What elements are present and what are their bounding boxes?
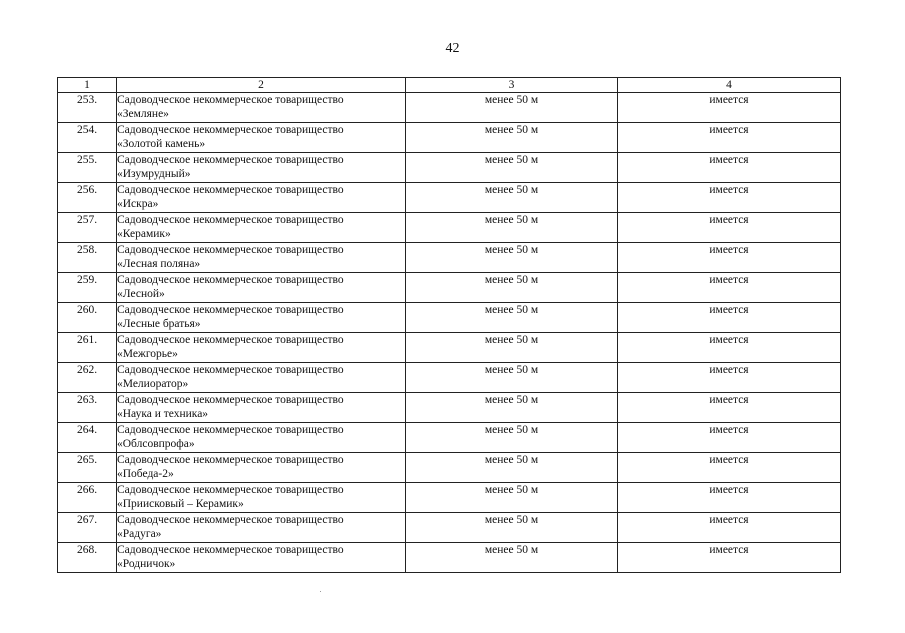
availability-status: имеется [618, 303, 841, 333]
organization-name [117, 363, 406, 393]
organization-title: «Облсовпрофа» [117, 438, 195, 450]
table-body [58, 93, 841, 573]
table-row [58, 453, 841, 483]
table-row [58, 393, 841, 423]
organization-name [117, 303, 406, 333]
organization-type: Садоводческое некоммерческое товарищество [117, 184, 344, 196]
availability-status: имеется [618, 93, 841, 123]
availability-status: имеется [618, 483, 841, 513]
organization-title: «Наука и техника» [117, 408, 209, 420]
organization-name [117, 483, 406, 513]
column-header-2: 2 [117, 78, 406, 93]
row-number: 262. [58, 363, 117, 393]
table-row [58, 183, 841, 213]
row-number: 253. [58, 93, 117, 123]
organization-type: Садоводческое некоммерческое товарищество [117, 124, 344, 136]
table-row [58, 243, 841, 273]
distance-value: менее 50 м [406, 183, 618, 213]
table-row [58, 423, 841, 453]
organization-name [117, 453, 406, 483]
organization-title: «Радуга» [117, 528, 162, 540]
distance-value: менее 50 м [406, 393, 618, 423]
organization-title: «Лесные братья» [117, 318, 201, 330]
row-number: 267. [58, 513, 117, 543]
organization-title: «Приисковый – Керамик» [117, 498, 244, 510]
row-number: 257. [58, 213, 117, 243]
row-number: 265. [58, 453, 117, 483]
page-number: 42 [445, 41, 460, 56]
scan-speck [320, 591, 321, 592]
row-number: 255. [58, 153, 117, 183]
availability-status: имеется [618, 453, 841, 483]
availability-status: имеется [618, 123, 841, 153]
availability-status: имеется [618, 543, 841, 573]
organization-title: «Искра» [117, 198, 159, 210]
organization-title: «Изумрудный» [117, 168, 191, 180]
availability-status: имеется [618, 423, 841, 453]
row-number: 268. [58, 543, 117, 573]
distance-value: менее 50 м [406, 483, 618, 513]
organization-title: «Лесная поляна» [117, 258, 201, 270]
availability-status: имеется [618, 273, 841, 303]
table-row [58, 213, 841, 243]
organization-type: Садоводческое некоммерческое товарищество [117, 484, 344, 496]
organization-type: Садоводческое некоммерческое товарищество [117, 544, 344, 556]
distance-value: менее 50 м [406, 453, 618, 483]
row-number: 261. [58, 333, 117, 363]
distance-value: менее 50 м [406, 213, 618, 243]
availability-status: имеется [618, 243, 841, 273]
organization-type: Садоводческое некоммерческое товарищество [117, 364, 344, 376]
availability-status: имеется [618, 513, 841, 543]
organization-title: «Золотой камень» [117, 138, 206, 150]
organization-type: Садоводческое некоммерческое товарищество [117, 154, 344, 166]
organization-title: «Мелиоратор» [117, 378, 189, 390]
table-header [58, 78, 841, 93]
availability-status: имеется [618, 393, 841, 423]
table-row [58, 273, 841, 303]
distance-value: менее 50 м [406, 123, 618, 153]
availability-status: имеется [618, 213, 841, 243]
distance-value: менее 50 м [406, 153, 618, 183]
organization-name [117, 93, 406, 123]
availability-status: имеется [618, 333, 841, 363]
organization-name [117, 123, 406, 153]
organization-name [117, 543, 406, 573]
organization-title: «Керамик» [117, 228, 171, 240]
row-number: 254. [58, 123, 117, 153]
organization-type: Садоводческое некоммерческое товарищество [117, 274, 344, 286]
table-row [58, 543, 841, 573]
column-header-3: 3 [406, 78, 618, 93]
organization-name [117, 243, 406, 273]
column-header-4: 4 [618, 78, 841, 93]
organization-name [117, 273, 406, 303]
organization-title: «Межгорье» [117, 348, 178, 360]
row-number: 264. [58, 423, 117, 453]
distance-value: менее 50 м [406, 423, 618, 453]
row-number: 266. [58, 483, 117, 513]
organization-title: «Победа-2» [117, 468, 174, 480]
header-row [58, 78, 841, 93]
row-number: 258. [58, 243, 117, 273]
distance-value: менее 50 м [406, 333, 618, 363]
organization-name [117, 393, 406, 423]
organization-name [117, 333, 406, 363]
organization-type: Садоводческое некоммерческое товарищество [117, 214, 344, 226]
table-row [58, 303, 841, 333]
organization-type: Садоводческое некоммерческое товарищество [117, 304, 344, 316]
organization-title: «Родничок» [117, 558, 176, 570]
column-header-1: 1 [58, 78, 117, 93]
table-row [58, 93, 841, 123]
table-row [58, 123, 841, 153]
availability-status: имеется [618, 363, 841, 393]
row-number: 256. [58, 183, 117, 213]
registry-table [57, 77, 841, 573]
organization-name [117, 183, 406, 213]
organization-name [117, 213, 406, 243]
organization-type: Садоводческое некоммерческое товарищество [117, 334, 344, 346]
table-row [58, 483, 841, 513]
distance-value: менее 50 м [406, 303, 618, 333]
organization-type: Садоводческое некоммерческое товарищество [117, 514, 344, 526]
availability-status: имеется [618, 183, 841, 213]
organization-type: Садоводческое некоммерческое товарищество [117, 394, 344, 406]
row-number: 263. [58, 393, 117, 423]
distance-value: менее 50 м [406, 273, 618, 303]
distance-value: менее 50 м [406, 543, 618, 573]
organization-name [117, 423, 406, 453]
organization-name [117, 153, 406, 183]
table-row [58, 153, 841, 183]
distance-value: менее 50 м [406, 93, 618, 123]
organization-name [117, 513, 406, 543]
organization-type: Садоводческое некоммерческое товарищество [117, 94, 344, 106]
row-number: 259. [58, 273, 117, 303]
distance-value: менее 50 м [406, 513, 618, 543]
table-row [58, 363, 841, 393]
organization-type: Садоводческое некоммерческое товарищество [117, 454, 344, 466]
availability-status: имеется [618, 153, 841, 183]
table-row [58, 513, 841, 543]
organization-type: Садоводческое некоммерческое товарищество [117, 424, 344, 436]
organization-type: Садоводческое некоммерческое товарищество [117, 244, 344, 256]
organization-title: «Земляне» [117, 108, 169, 120]
distance-value: менее 50 м [406, 243, 618, 273]
row-number: 260. [58, 303, 117, 333]
organization-title: «Лесной» [117, 288, 165, 300]
distance-value: менее 50 м [406, 363, 618, 393]
table-row [58, 333, 841, 363]
